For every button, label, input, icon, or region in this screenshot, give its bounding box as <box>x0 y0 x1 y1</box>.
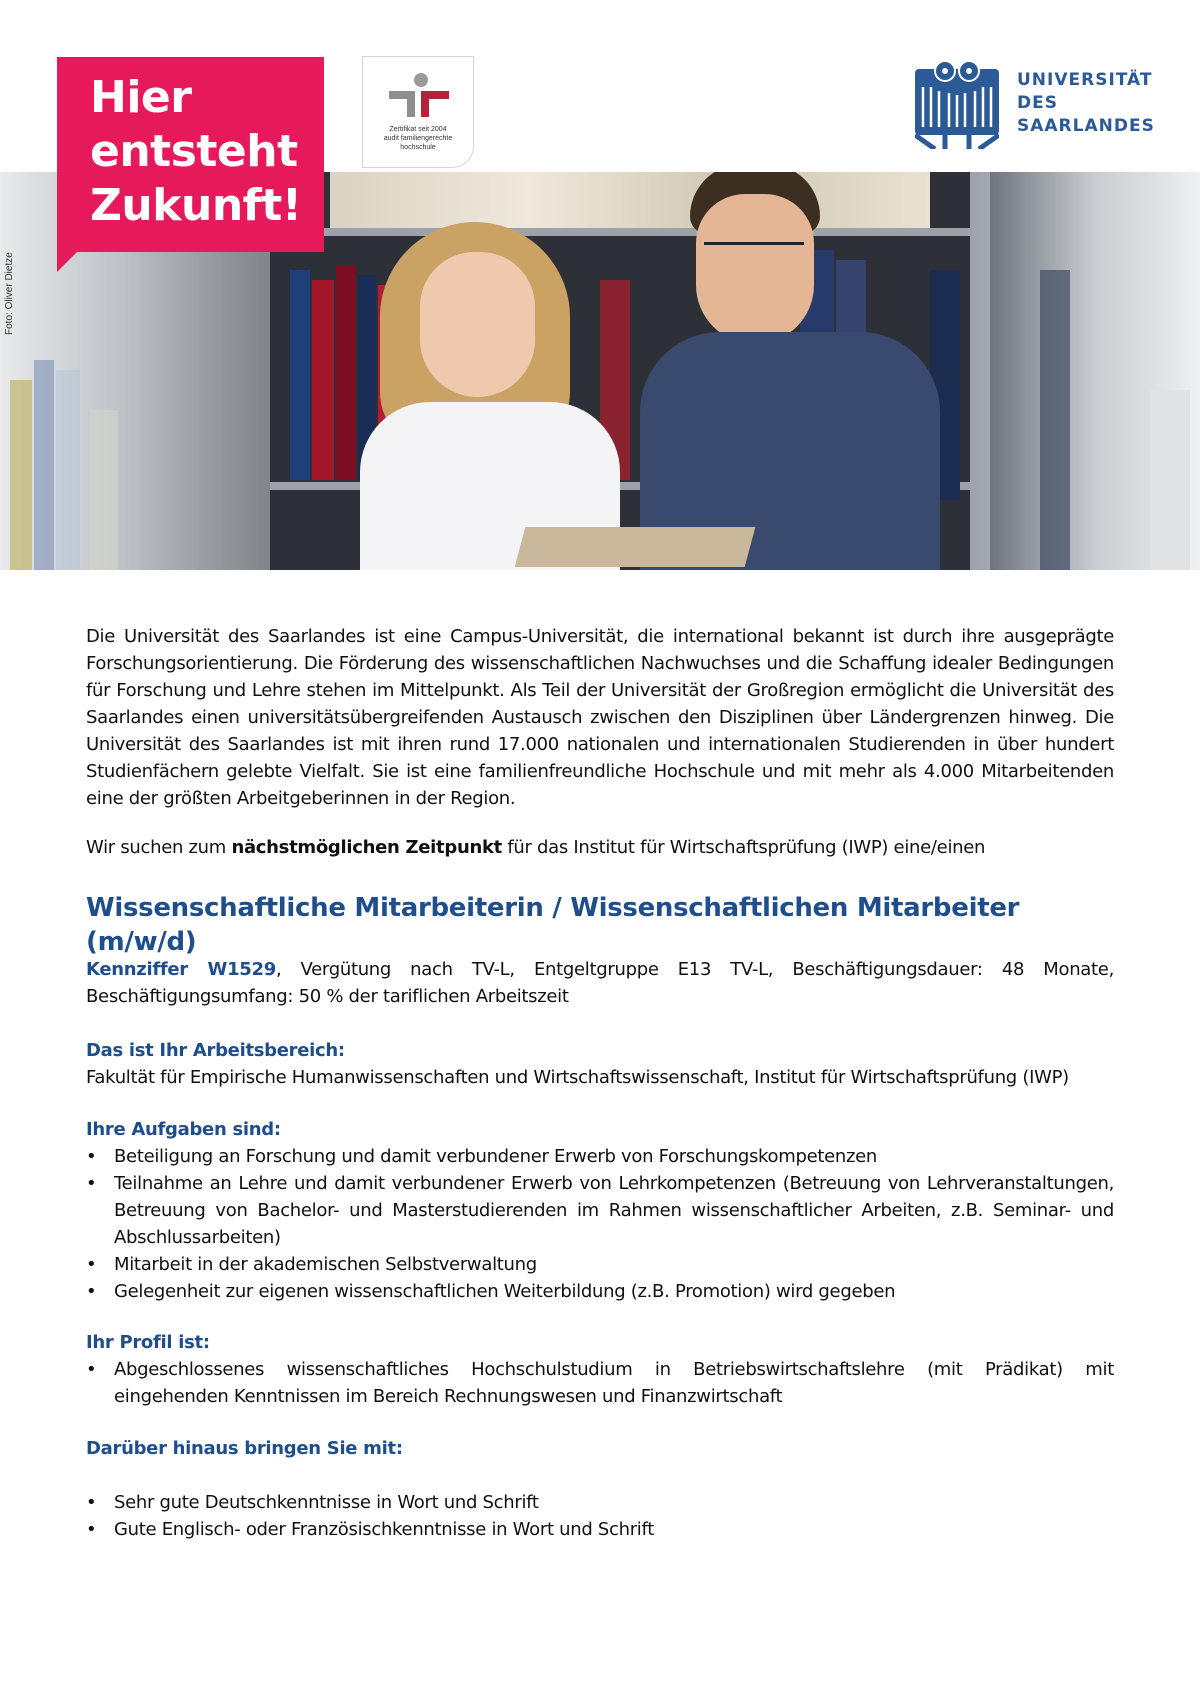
tasks-heading: Ihre Aufgaben sind: <box>86 1119 281 1140</box>
book <box>56 370 80 570</box>
family-certificate-badge <box>362 56 474 168</box>
book <box>336 265 356 480</box>
intro-paragraph: Die Universität des Saarlandes ist eine Campus-Universität, die international bekannt ist durch ihre ausgeprägte Forschungsorientierung. Die Förderung des wissenschaftlichen Nachwuchses und die Schaffung idealer Bedingungen für Forschung und Lehre stehen im Mittelpunkt. Als Teil der Universität der Großregion ermöglicht die Universität des Saarlandes einen universitätsübergreifenden Austausch zwischen den Disziplinen über Ländergrenzen hinweg. Die Universität des Saarlandes ist mit ihren rund 17.000 nationalen und internationalen Studierenden in über hundert Studienfächern gelebte Vielfalt. Sie ist eine familienfreundliche Hochschule und mit mehr als 4.000 Mitarbeitenden eine der größten Arbeitgeberinnen in der Region. <box>86 626 1114 809</box>
book <box>312 280 334 480</box>
glasses <box>704 242 804 271</box>
slogan-line: entsteht <box>90 126 298 177</box>
tasks-list <box>86 1143 1114 1305</box>
reference-code: Kennziffer W1529 <box>86 959 276 980</box>
university-name-line: DES <box>1017 93 1058 113</box>
book <box>290 270 310 480</box>
list-item: • Abgeschlossenes wissenschaftliches Hochschulstudium in Betriebswirtschaftslehre (mit Prädikat) mit eingehenden Kenntnissen im Bereich Rechnungswesen und Finanzwirtschaft <box>86 1356 1114 1410</box>
profile-list <box>86 1356 1114 1410</box>
certificate-caption: audit familiengerechte <box>383 135 453 142</box>
man-figure <box>640 172 970 570</box>
work-area-heading: Das ist Ihr Arbeitsbereich: <box>86 1040 345 1061</box>
book <box>1040 270 1070 570</box>
slogan-box-tail <box>57 250 79 272</box>
face <box>420 252 535 397</box>
work-area-section <box>86 1037 1114 1091</box>
book-in-hands <box>515 527 756 567</box>
position-details <box>86 956 1114 1010</box>
list-item: • Mitarbeit in der akademischen Selbstverwaltung <box>86 1251 1114 1278</box>
position-title: Wissenschaftliche Mitarbeiterin / Wissenschaftlichen Mitarbeiter (m/w/d) <box>86 893 1020 957</box>
profile-section <box>86 1329 1114 1410</box>
slogan-line: Zukunft! <box>90 180 302 231</box>
search-sentence <box>86 834 1114 861</box>
search-sentence-prefix: Wir suchen zum <box>86 837 232 858</box>
slogan-line: Hier <box>90 72 192 123</box>
woman-figure <box>360 232 630 570</box>
list-item: • Gelegenheit zur eigenen wissenschaftlichen Weiterbildung (z.B. Promotion) wird gegeben <box>86 1278 1114 1305</box>
extras-section <box>86 1435 1114 1543</box>
university-name-line: UNIVERSITÄT <box>1017 70 1153 90</box>
list-item: • Beteiligung an Forschung und damit verbundener Erwerb von Forschungskompetenzen <box>86 1143 1114 1170</box>
tasks-section <box>86 1116 1114 1305</box>
position-details-text: , Vergütung nach TV-L, Entgeltgruppe E13 TV-L, Beschäftigungsdauer: 48 Monate, Beschäftigungsumfang: 50 % der tariflichen Arbeitszeit <box>86 959 1114 1007</box>
book <box>90 410 118 570</box>
extras-list <box>86 1489 1114 1543</box>
search-sentence-suffix: für das Institut für Wirtschaftsprüfung (IWP) eine/einen <box>501 837 986 858</box>
certificate-caption: hochschule <box>400 144 436 151</box>
university-name-line: SAARLANDES <box>1017 116 1155 136</box>
book <box>1150 390 1190 570</box>
list-item: • Teilnahme an Lehre und damit verbundener Erwerb von Lehrkompetenzen (Betreuung von Lehrveranstaltungen, Betreuung von Bachelor- und Masterstudierenden im Rahmen wissenschaftlicher Arbeiten, z.B. Seminar- und Abschlussarbeiten) <box>86 1170 1114 1251</box>
book <box>34 360 54 570</box>
work-area-text: Fakultät für Empirische Humanwissenschaften und Wirtschaftswissenschaft, Institut für Wirtschaftsprüfung (IWP) <box>86 1067 1069 1088</box>
list-item: • Sehr gute Deutschkenntnisse in Wort und Schrift <box>86 1489 1114 1516</box>
profile-heading: Ihr Profil ist: <box>86 1332 210 1353</box>
extras-heading: Darüber hinaus bringen Sie mit: <box>86 1438 403 1459</box>
certificate-caption: Zertifikat seit 2004 <box>389 126 447 133</box>
photo-credit: Foto: Oliver Dietze <box>4 252 15 335</box>
university-owl-logo-icon <box>915 55 999 149</box>
book <box>10 380 32 570</box>
certificate-logo-icon <box>363 63 473 123</box>
list-item: • Gute Englisch- oder Französischkenntnisse in Wort und Schrift <box>86 1516 1114 1543</box>
search-sentence-bold: nächstmöglichen Zeitpunkt <box>231 837 502 858</box>
